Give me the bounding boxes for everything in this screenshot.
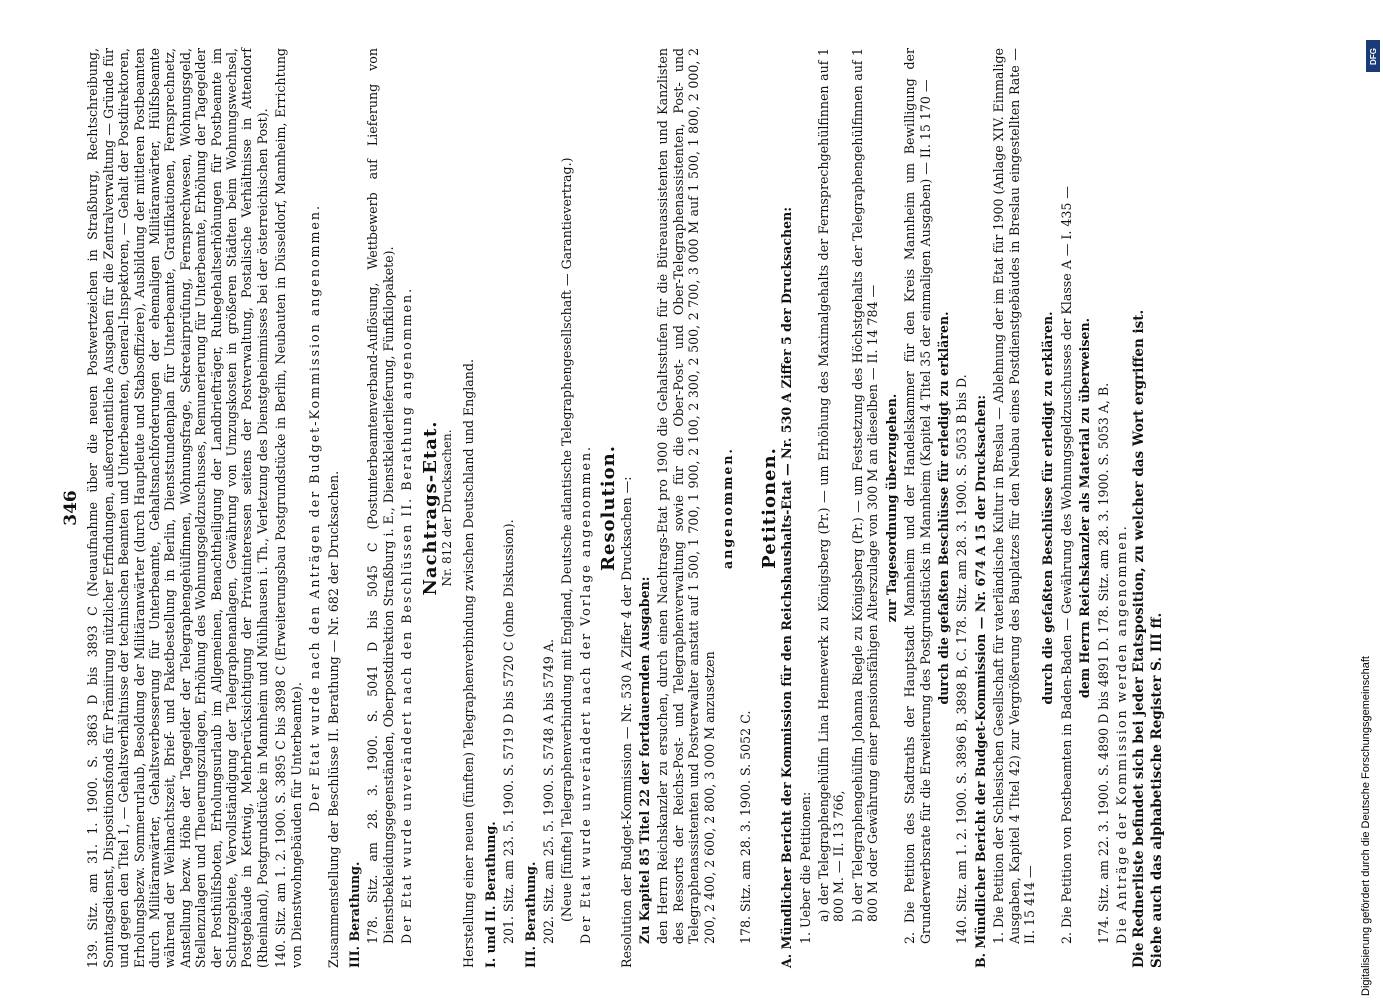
dfg-logo: [1366, 40, 1380, 72]
zusammenstellung: Zusammenstellung der Beschlüsse II. Berathung — Nr. 682 der Drucksachen.: [325, 470, 341, 968]
resolution-lead: Zu Kapitel 85 Titel 22 der fortdauernden Ausgaben:: [637, 576, 652, 944]
sitzung-174: 174. Sitz. am 22. 3. 1900. S. 4890 D bis 4891 D. 178. Sitz. am 28. 3. 1900. S. 5053 A, B.: [1095, 382, 1111, 944]
sitzung-202: 202. Sitz. am 25. 5. 1900. S. 5748 A bis 5749 A.: [540, 638, 556, 944]
petition-a-1: 1. Ueber die Petitionen:: [797, 791, 813, 944]
petition-a-1-result: zur Tagesordnung überzugehen.: [883, 393, 899, 623]
etat-note-202: Der Etat wurde unverändert nach der Vorlage angenommen.: [577, 444, 593, 944]
petition-a-1b: b) der Telegraphengehülfin Johanna Riegle zu Königsberg (Pr.) — um Festsetzung des Höchstgehalts der Telegraphengehülfinnen auf 1 800 M oder Gewährung einer pensionsfähigen Alterszulage von 300 M an dieselben — II. 14 784 —: [849, 48, 881, 922]
nachtrags-etat-title: Nachtrags-Etat.: [419, 420, 441, 596]
petition-b-2: 2. Die Petition von Postbeamten in Baden-Baden — Gewährung des Wohnungsgeldzuschusses der Klasse A — I. 435 —: [1058, 185, 1074, 944]
footer-rednerliste: Die Rednerliste befindet sich bei jeder Etatsposition, zu welcher das Wort ergriffen ist.: [1131, 309, 1148, 968]
etat-note-140: Der Etat wurde nach den Anträgen der Budget-Kommission angenommen.: [307, 204, 323, 812]
sitzung-201: 201. Sitz. am 23. 5. 1900. S. 5719 D bis 5720 C (ohne Diskussion).: [501, 519, 517, 944]
petition-b-heading: B. Mündlicher Bericht der Budget-Kommission — Nr. 674 A 15 der Drucksachen:: [972, 394, 988, 968]
heading-i-ii-berathung: I. und II. Berathung.: [482, 821, 498, 968]
petition-b-2-result: dem Herrn Reichskanzler als Material zu überweisen.: [1077, 317, 1093, 699]
petition-b-1: 1. Die Petition der Schlesischen Gesellschaft für vaterländische Kultur in Breslau — Ablehnung der im Etat für 1900 (Anlage XIV. Einmalige Ausgaben, Kapitel 4 Titel 42) zur Vergrößerung des Bauplatzes für den Neubau eines Postdienstgebäudes in Breslau eingestellten Rate — II. 15 414 —: [991, 48, 1037, 944]
heading-iii-berathung: III. Berathung.: [346, 861, 362, 968]
footer-register: Siehe auch das alphabetische Register S. III ff.: [1148, 612, 1165, 968]
herstellung-text: Herstellung einer neuen (fünften) Telegraphenverbindung zwischen Deutschland und England.: [461, 359, 477, 968]
sitzung-202-detail: (Neue [fünfte] Telegraphenverbindung mit England, Deutsche atlantische Telegraphengesellschaft — Garantievertrag.): [559, 157, 575, 922]
sitzung-140b: 140. Sitz. am 1. 2. 1900. S. 3896 B, 3898 B, C. 178. Sitz. am 28. 3. 1900. S. 5053 B bis D.: [954, 374, 970, 944]
page-number: 346: [61, 490, 81, 526]
petitionen-title: Petitionen.: [758, 447, 780, 569]
resolution-title: Resolution.: [598, 445, 620, 571]
rotated-content: [61, 48, 1304, 968]
nachtrags-etat-subtitle: Nr. 812 der Drucksachen.: [439, 429, 454, 587]
petition-b-1-result: durch die gefaßten Beschlüsse für erledigt zu erklären.: [1040, 311, 1056, 705]
petition-a-heading: A. Mündlicher Bericht der Kommission für den Reichshaushalts-Etat — Nr. 530 A Ziffer 5 der Drucksachen:: [779, 207, 795, 968]
resolution-intro: Resolution der Budget-Kommission — Nr. 530 A Ziffer 4 der Drucksachen —:: [618, 476, 634, 968]
petition-a-2-result: durch die gefaßten Beschlüsse für erledigt zu erklären.: [935, 311, 951, 705]
etat-note-178: Der Etat wurde unverändert nach den Beschlüssen II. Berathung angenommen.: [399, 286, 415, 944]
sitzung-140: 140. Sitz. am 1. 2. 1900. S. 3895 C bis 3898 C (Erweiterungsbau Postgrundstücke in Berlin, Neubauten in Düsseldorf, Mannheim, Errichtung von Dienstwohngebäuden für Unterbeamte).: [273, 48, 304, 968]
heading-iii-berathung-2: III. Berathung.: [522, 861, 538, 968]
petition-a-1a: a) der Telegraphengehülfin Lina Hennewerk zu Königsberg (Pr.) — um Erhöhung des Maximalgehalts der Fernsprechgehülfinnen auf 1 800 M. — II. 13 766,: [816, 48, 847, 922]
digitization-note: Digitalisierung gefördert durch die Deutsche Forschungsgemeinschaft: [1360, 656, 1372, 996]
sitzung-139: 139. Sitz. am 31. 1. 1900. S. 3863 D bis 3893 C (Neuaufnahme über die neuen Postwertzeichen in Straßburg, Rechtschreibung, Sonntagsdienst, Dispositionsfonds für Prämiirung nützlicher Erfindungen, außerordentliche Ausgaben für die Zentralverwaltung — Gründe für und gegen den Titel 1, — Gehaltsverhältnisse der technischen Beamten und Unterbeamten, General-Inspektoren, — Gehalt der Postdirektoren, Erholungsbezw. Sommerurlaub, Besoldung der Militäranwärter (durch Hauptleute und Stabsoffiziere), Ausbildung der mittleren Postbeamten durch Militäranwärter, Gehaltsverbesserung für Unterbeamte, Gehaltsnachforderungen der ehemaligen Militäranwärter, Hülfsbeamte während der Weihnachtszeit, Brief- und Paketbestellung in Berlin, Dienststundenplan für Unterbeamte, Gratifikationen, Fernsprechnetz, Anstellung bezw. Höhe der Tagegelder der Telegraphengehülfinnen, Wohnungsfrage, Sekretairprüfung, Fernsprechwesen, Wohnungsgeld, Stellenzulagen und Theuerungszulagen, Erhöhung des Wohnungsgeldzuschusses, Remunerierung für Unterbeamte, Erhöhung der Tagegelder der Posthülfsboten, Erholungsurlaub im Allgemeinen, Benachtheiligung der Landbriefträger, Ruhegehaltserhöhungen für Postbeamte im Schutzgebiete, Vervollständigung der Telegraphenanlagen, Gewährung von Umzugskosten in größeren Städten beim Wohnungswechsel, Postgebäude in Kettwig, Mehrberücksichtigung der Privatinteressen seitens der Postverwaltung, Postalische Verhältnisse in Attendorf (Rheinland), Postgrundstücke in Mannheim und Mühlhausen i. Th., Verletzung des Dienstgeheimnisses bei der österreichischen Post).: [85, 48, 270, 968]
kommission-note: Die Anträge der Kommission werden angenommen.: [1113, 524, 1129, 944]
dfg-logo-text: DFG: [1368, 47, 1378, 65]
petition-a-2: 2. Die Petition des Stadtraths der Hauptstadt Mannheim und der Handelskammer für den Kreis Mannheim um Bewilligung der Grunderwerbsrate für die Erweiterung des Postgrundstücks in Mannheim (Kapitel 4 Titel 35 der einmaligen Ausgaben) — II. 15 170 —: [902, 48, 933, 944]
sitzung-178b: 178. Sitz. am 28. 3. 1900. S. 5052 C.: [738, 710, 754, 944]
resolution-result: angenommen.: [720, 447, 736, 569]
sitzung-178: 178. Sitz. am 28. 3. 1900. S. 5041 D bis 5045 C (Postunterbeamtenverband-Auflösung, Wettbewerb auf Lieferung von Dienstbekleidungsgegenständen, Oberpostdirektion Straßburg i. E., Dienstkleiderlieferung, Fünfkilopakete).: [365, 48, 396, 944]
resolution-body: den Herrn Reichskanzler zu ersuchen, durch einen Nachtrags-Etat pro 1900 die Gehaltsstufen für die Büreauassistenten und Kanzlisten des Ressorts der Reichs-Post- und Telegraphenverwaltung sowie für die Ober-Post- und Ober-Telegraphenassistenten, Post- und Telegraphenassistenten und Postverwalter anstatt auf 1 500, 1 700, 1 900, 2 100, 2 300, 2 500, 2 700, 3 000 M auf 1 500, 1 800, 2 000, 2 200, 2 400, 2 600, 2 800, 3 000 M anzusetzen: [655, 48, 717, 944]
